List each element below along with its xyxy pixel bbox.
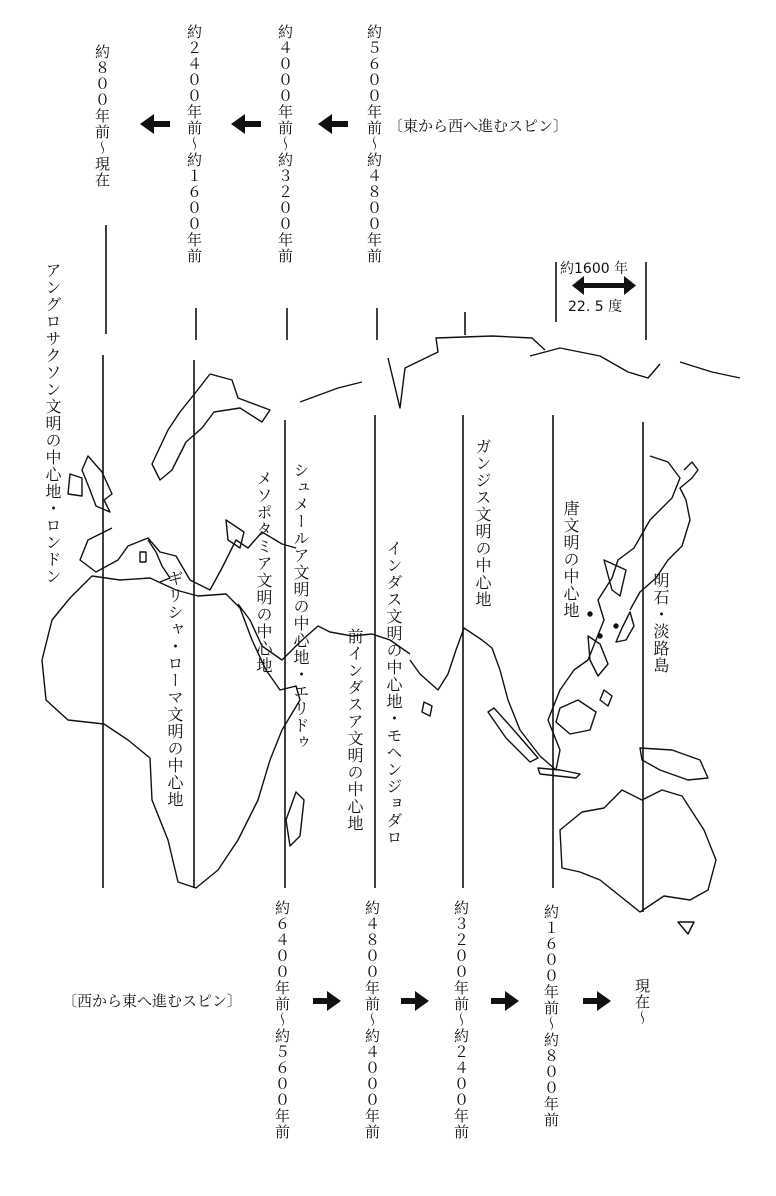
bottom-period-label: 約６４００年前〜約５６００年前 <box>273 900 291 1140</box>
new-guinea <box>640 748 708 780</box>
center-label-london: アングロサクソン文明の中心地・ロンドン <box>43 262 62 585</box>
japan-kyushu <box>616 612 634 642</box>
tasmania <box>678 922 694 934</box>
center-label-akashi-awaji: 明石・淡路島 <box>651 572 670 674</box>
bottom-period-label: 約４８００年前〜約４０００年前 <box>363 900 381 1140</box>
arctic-coast <box>530 348 660 378</box>
bottom-period-label: 約１６００年前〜約８００年前 <box>542 904 560 1128</box>
island <box>598 634 602 638</box>
scale-double-arrow <box>572 276 636 295</box>
center-label-mesopotamia: メソポタミア文明の中心地 <box>254 470 273 674</box>
korea-coast <box>604 560 626 596</box>
right-arrow-icon <box>401 991 429 1011</box>
india-coast <box>410 628 500 690</box>
island <box>614 624 618 628</box>
scale-years-label: 約1600 年 <box>560 261 629 277</box>
top-period-label: 約５６００年前〜約４８００年前 <box>365 24 383 264</box>
center-label-greco-roman: ギリシャ・ローマ文明の中心地 <box>165 570 184 808</box>
bottom-period-label: 現在〜 <box>633 978 651 1026</box>
center-label-tang: 唐文明の中心地 <box>561 500 580 619</box>
borneo <box>556 700 596 734</box>
right-arrow-icon <box>491 991 519 1011</box>
island <box>140 552 146 562</box>
bottom-period-label: 約３２００年前〜約２４００年前 <box>452 900 470 1140</box>
island-chain <box>600 690 612 706</box>
madagascar-coast <box>286 792 304 846</box>
top-period-label: 約２４００年前〜約１６００年前 <box>185 24 203 264</box>
center-label-ganges: ガンジス文明の中心地 <box>473 438 492 608</box>
center-label-pre-indus: 前インダスア文明の中心地 <box>345 628 364 832</box>
scale-degrees-label: 22. 5 度 <box>568 299 623 315</box>
center-label-sumer-eridu: シュメールア文明の中心地・エリドゥ <box>291 462 310 751</box>
top-period-label: 約４０００年前〜約３２００年前 <box>276 24 294 264</box>
center-label-indus-mohenjodaro: インダス文明の中心地・モヘンジョダロ <box>384 540 403 846</box>
left-arrow-icon <box>140 114 170 134</box>
sumatra <box>488 708 538 762</box>
indochina-coast <box>500 660 588 770</box>
caspian-coast <box>226 520 244 548</box>
arctic-coast <box>680 362 740 378</box>
left-arrow-icon <box>231 114 261 134</box>
spin-west-to-east-label: 〔西から東へ進むスピン〕 <box>62 992 243 1010</box>
spin-east-to-west-label: 〔東から西へ進むスピン〕 <box>388 117 569 135</box>
arctic-coast <box>300 382 362 402</box>
right-arrow-icon <box>313 991 341 1011</box>
europe-coast <box>152 374 270 480</box>
right-arrow-icon <box>583 991 611 1011</box>
top-period-label: 約８００年前〜現在 <box>93 44 111 188</box>
left-arrow-icon <box>318 114 348 134</box>
philippines <box>588 636 608 676</box>
island <box>588 612 592 616</box>
australia-coast <box>560 790 716 912</box>
sri-lanka <box>422 702 432 716</box>
java <box>538 768 580 778</box>
britain-coast <box>82 456 112 512</box>
arctic-coast <box>388 336 545 408</box>
ireland-coast <box>68 474 82 496</box>
top-arrows <box>140 114 348 134</box>
